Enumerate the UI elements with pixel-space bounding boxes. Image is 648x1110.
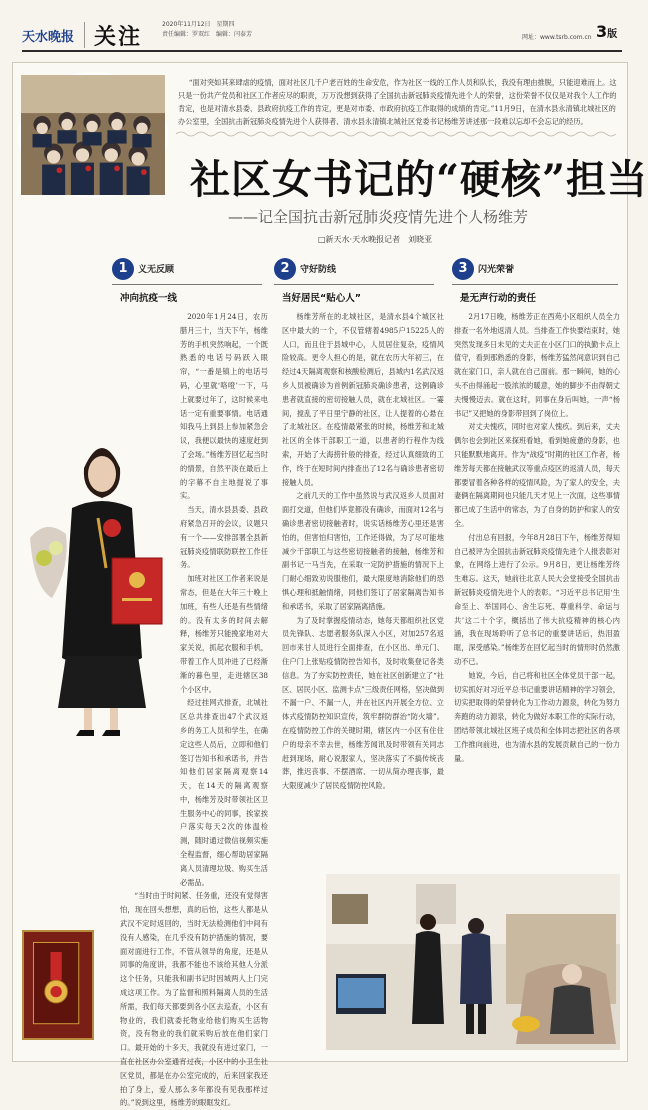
- section-2-rule: [274, 284, 434, 285]
- section-2-paragraph: 为了及时掌握疫情动态，她每天都组织社区党员先锋队、志愿者服务队深入小区，对加257名返回市来甘人员进行全面排查，在小区出、单元门、住户门上张贴疫情防控告知书，及时收集登记各类信息。为了夯实防控责任，她在社区创新建立了“社区、居民小区、监测卡点”三级责任网格，坚决做到不漏一户、不漏一人，并在社区内开展全方位、立体式疫情防控知识宣传，筑牢群防群治“防火墙”。在疫情防控工作的关键时期，辖区内一小区有住住户的母亲不幸去世，杨维芳闻讯及时带领有关同志赶到现场，耐心说服家人，坚决落实了不搞传统丧葬，推迟丧事、不摆酒席、一切从简办理丧事，最大限度减少了居民疫情防控风险。: [282, 615, 444, 791]
- section-1-paragraph: 当天，清水县县委、县政府紧急召开的会议，议题只有一个——安排部署全县新冠肺炎疫情联防联控工作任务。: [180, 505, 268, 570]
- medal-photo: [22, 930, 94, 1040]
- header-divider: [84, 22, 85, 48]
- section-1-paragraph: “当时由于时间紧、任务重，还没有觉得害怕，现在回头想想，真的后怕，这些人都是从武汉不定时返回的，当时无法检测他们中间有没有人感染，在几乎没有防护措施的情况，要面对面进行工作，不管从领导的角度，还是从同事的角度讲，我都不能也不该给其他人分派这个任务，只能我和副书记时因城两人上门完成这项工作。为了监督和照料隔离人员的生活所需，我们每天都要到各小区去巡查，小区有物业的，我们就委托物业给他们购买生活物资，没有物业的我们就采购后放在他们家门口。最开始的十多天，我就没有进过家门，一直在社区办公室通宵过夜，小区中的小卫生社区党员，都是在办公室完成的，后来回家我还拍了身上，爱人那么多年都没有见我那样过的。”说到这里，杨维芳的眼眶发红。: [120, 891, 268, 1108]
- page-number: [596, 22, 617, 41]
- medal-image: [24, 932, 92, 1038]
- section-3-kicker: 闪光荣誉: [478, 265, 515, 275]
- section-3-rule: [452, 284, 618, 285]
- section-3-body: [454, 310, 620, 866]
- section-3-heading: 是无声行动的责任: [460, 293, 537, 304]
- section-1-paragraph: 加班对社区工作者来说是常态，但是在大年三十晚上加班，有些人还是有些情绪的。没有太多的时间去解释，杨维芳只能挽家地对大家关说，抓起衣服和手机，带着工作人员冲进了已经渐渐的暮色里，走进辖区38个小区中。: [180, 574, 268, 694]
- section-1-number: 1: [112, 258, 134, 280]
- section-1-heading: 冲向抗疫一线: [120, 293, 178, 304]
- section-2-number: 2: [274, 258, 296, 280]
- ceremony-photo-image: [21, 75, 165, 195]
- section-2-head: [274, 258, 434, 306]
- article-title: 社区女书记的“硬核”担当: [190, 156, 648, 203]
- section-1-paragraph: 2020年1月24日，农历腊月三十，当天下午，杨维芳的手机突然响起，一个既熟悉的电话号码跃入眼帘，“一番是镇上的电话号码，心里就‘咯噔’一下，马上就要过年了，这时候来电话一定有重要事情。电话通知我马上到县上参加紧急会议，我便以最快的速度赶到了会场。”杨维芳回忆起当时的情景，自然平淡在最后上的字幕不自主地提说了事实。: [180, 312, 268, 501]
- lead-paragraph: “面对突如其来肆虐的疫情，面对社区几千户老百姓的生命安危，作为社区一线的工作人员和队长，我没有理由推脱，只能迎难而上。这只是一份共产党员和社区工作者应尽的职责，万万没想到获得了全国抗击新冠肺炎疫情先进个人的荣誉，这份荣誉不仅仅是对我个人工作的肯定，也是对清水县委、县政府抗疫工作的肯定，更是对市委、市政府抗疫工作取得的成绩的肯定。”11月9日，在清水县永清镇北城社区的办公室里，全国抗击新冠肺炎疫情先进个人获得者、清水县永清镇北城社区党委书记杨维芳讲述那一段难以忘却不会忘记的经历。: [178, 78, 617, 126]
- issue-date: 2020年11月12日 星期四: [162, 21, 235, 28]
- section-3-paragraph: 她说，今后，自己将和社区全体党员干部一起，切实抓好对习近平总书记重要讲话精神的学习领会，切实把取得的荣誉转化为工作动力源泉，转化为努力奔跑的动力源泉，转化为做好本职工作的实际行动，团结带领北城社区班子成员和全体同志把社区的各项工作推向前进，也为清水县的发展贡献自己的一份力量。: [454, 670, 620, 763]
- newspaper-header: [0, 0, 640, 62]
- section-1-rule: [112, 284, 262, 285]
- visit-photo: [326, 874, 620, 1050]
- visit-photo-image: [326, 874, 620, 1050]
- section-2-paragraph: 之前几天的工作中虽然说与武汉返乡人员面对面打交道，但他们毕竟都没有确诊，而面对12名与确诊患者密切接触者时，说实话杨维芳心里还是害怕的，但害怕归害怕，工作还得做，为了尽可能地减少干部职工与这些密切接触者的接触，杨维芳和副书记一马当先，在采取一定防护措施的情况下上门耐心细致劝说服他们，最大限度地消除他们的恐惧心理和抵触情绪，同他们签订了居家隔离告知书和承诺书，采取了居家隔离措施。: [282, 491, 444, 611]
- section-2-paragraph: 杨维芳所在的北城社区，是清水县4个城区社区中最大的一个，不仅管辖着4985户15225人的人口，而且住于县城中心，人员居住复杂，疫情风险较高。更令人担心的是，就在农历大年初三，在经过4天隔离观察和核酸检测后，县城内1名武汉返乡人员被确诊为首例新冠肺炎确诊患者，这例确诊患者就直接的密切接触人员，就在北城社区。一霎间，搅乱了平日里宁静的社区，让人提着的心悬在了北城社区。在疫情最紧张的时候，杨维芳和北城社区的全体干部职工一道，以患者的行程作为线索，开始了大海捞针般的排查，经过认真细致的工作，终于在短时间内排查出了12名与确诊患者密切接触人员。: [282, 312, 444, 487]
- editors-line: 责任编辑：罗双红 编辑：闫泰芳: [162, 31, 253, 38]
- section-2-body: [282, 310, 444, 866]
- ceremony-photo: [18, 72, 168, 198]
- section-title: 关注: [94, 24, 143, 50]
- section-3-number: 3: [452, 258, 474, 280]
- page-number-value: 3: [596, 22, 608, 41]
- section-1-paragraph: 经过挂网式排查，北城社区总共排查出47个武汉返乡的务工人员和学生，在确定这些人员后，立即和他们签订告知书和承诺书，并告知他们居家隔离观察14天，在14天的隔离观察中，杨维芳及时带领社区卫生服务中心的同事，挨家挨户落实每天2次的体温检测，随时通过微信视频实施全程监督，细心帮助居家隔离人员清理垃圾、购买生活必需品。: [180, 698, 268, 887]
- section-1-head: [112, 258, 262, 306]
- paper-name: 天水晚报: [22, 30, 75, 45]
- section-3-paragraph: 2月17日晚，杨维芳正在西苑小区组织人员全力排查一名外地返清人员。当排查工作快要结束时，她突然发现多日未见的丈夫正在小区门口的执勤卡点上值守，看到那熟悉的身影，杨维芳猛然间意识到自己就在家门口，亲人就在自己面前。那一瞬间，她的心头不由得涌起一股浓浓的暖意，她的脚步不由得朝丈夫慢慢迈去。就在这时，同事在身后叫她，一声“杨书记”又把她的身影带回到了岗位上。: [454, 312, 620, 418]
- header-meta: [162, 20, 252, 40]
- section-3-paragraph: 对丈夫愧疚，同时也对家人愧疚。到后来，丈夫偶尔也会到社区来探班看她，看到她疲惫的身影，也只能默默地离开。作为“战疫”时期的社区工作者，杨维芳每天都在接触武汉等重点疫区的返清人员，每天都要冒着各种各样的疫情风险，为了家人的安全，夫妻俩在隔离期间也只能几天才见上一次面，这些事情都已成了生活中的常态，为了自身的防护和家人的安全。: [454, 422, 620, 528]
- header-rule: [22, 50, 622, 52]
- section-2-kicker: 守好防线: [300, 265, 337, 275]
- article-byline: □新天水·天水晚报记者 刘晓亚: [318, 235, 433, 244]
- section-2-heading: 当好居民“贴心人”: [282, 293, 361, 304]
- page-number-suffix: 版: [607, 29, 618, 40]
- decorative-divider: [176, 130, 616, 138]
- section-1-body: [120, 310, 268, 1108]
- section-3-head: [452, 258, 618, 306]
- section-3-paragraph: 付出总有回报，今年8月28日下午，杨维芳得知自己被评为全国抗击新冠肺炎疫情先进个人报表彰对象，在网络上进行了公示。9月8日，更让杨维芳终生难忘。这天，她前往北京人民大会堂接受全国抗击新冠肺炎疫情先进个人的表彰。“习近平总书记用‘生命至上、举国同心、舍生忘死、尊重科学、命运与共’这二十个字，概括出了伟大抗疫精神的核心内涵，我在现场聆听了总书记的重要讲话后，热泪盈眶，深受感染。”杨维芳在回忆起当时的情形时仍然激动不已。: [454, 532, 620, 666]
- article-subtitle: ——记全国抗击新冠肺炎疫情先进个人杨维芳: [228, 208, 529, 226]
- website-address: 网址：www.tsrb.com.cn: [522, 34, 592, 41]
- section-1-kicker: 义无反顾: [138, 265, 175, 275]
